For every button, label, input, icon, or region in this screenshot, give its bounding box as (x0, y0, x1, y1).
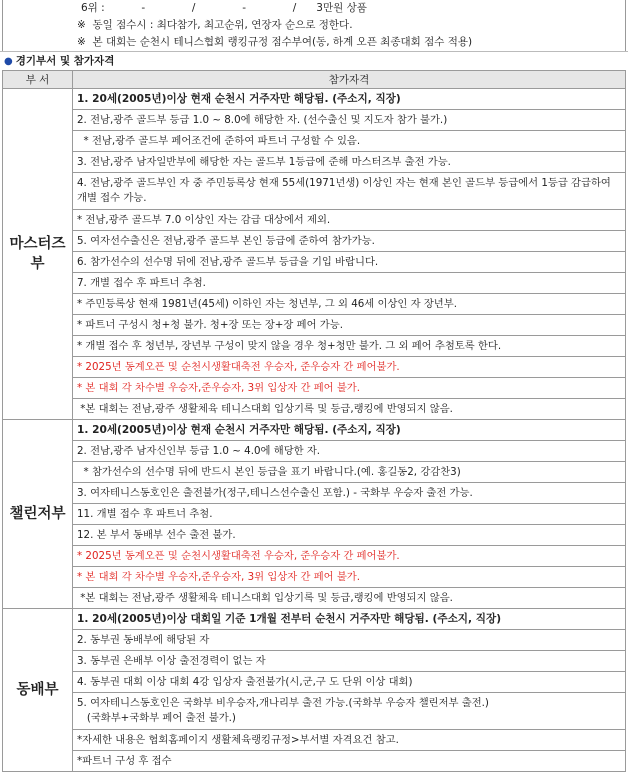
qualification-item: *파트너 구성 후 접수 (73, 751, 626, 772)
qualification-item: * 파트너 구성시 청+청 불가. 청+장 또는 장+장 페어 가능. (73, 315, 626, 336)
qualification-item: *본 대회는 전남,광주 생활체육 테니스대회 입상기록 및 등급,랭킹에 반영되지 않음. (73, 588, 626, 609)
qualification-item: 7. 개별 접수 후 파트너 추첨. (73, 273, 626, 294)
table-row (3, 609, 626, 630)
qualification-item: * 전남,광주 골드부 7.0 이상인 자는 감급 대상에서 제외. (73, 210, 626, 231)
header-division: 부 서 (3, 71, 73, 89)
table-row (3, 504, 626, 525)
table-row (3, 441, 626, 462)
qualification-item: 3. 여자테니스동호인은 출전불가(정구,테니스선수출신 포함.) - 국화부 우승자 출전 가능. (73, 483, 626, 504)
tie-rule-note: ※ 동일 점수시 : 최다참가, 최고순위, 연장자 순으로 정한다. (77, 19, 353, 31)
qualification-item: 6. 참가선수의 선수명 뒤에 전남,광주 골드부 등급을 기입 바랍니다. (73, 252, 626, 273)
qualification-item: *본 대회는 전남,광주 생활체육 테니스대회 입상기록 및 등급,랭킹에 반영되지 않음. (73, 399, 626, 420)
table-row (3, 110, 626, 131)
table-row (3, 89, 626, 110)
table-row (3, 630, 626, 651)
table-row (3, 693, 626, 730)
qualification-item: * 2025년 동계오픈 및 순천시생활대축전 우승자, 준우승자 간 페어불가. (73, 357, 626, 378)
table-row (3, 173, 626, 210)
table-header-row (3, 71, 626, 89)
qualification-item: 5. 여자테니스동호인은 국화부 비우승자,개나리부 출전 가능.(국화부 우승자 챌린저부 출전.) (국화부+국화부 페어 출전 불가.) (73, 693, 626, 730)
prize-notes-box (2, 0, 626, 51)
section-title: 경기부서 및 참가자격 (15, 55, 115, 67)
table-row (3, 357, 626, 378)
ranking-note: ※ 본 대회는 순천시 테니스협회 랭킹규정 점수부여(동, 하계 오픈 최종대회 점수 적용) (77, 36, 473, 48)
table-row (3, 336, 626, 357)
table-row (3, 651, 626, 672)
qualification-item: * 2025년 동계오픈 및 순천시생활대축전 우승자, 준우승자 간 페어불가. (73, 546, 626, 567)
table-row (3, 378, 626, 399)
qualification-item: * 참가선수의 선수명 뒤에 반드시 본인 등급을 표기 바랍니다.(예. 홍길동2, 강감찬3) (73, 462, 626, 483)
qualification-item: * 개별 접수 후 청년부, 장년부 구성이 맞지 않을 경우 청+청만 불가. 그 외 페어 추첨토록 한다. (73, 336, 626, 357)
table-row (3, 152, 626, 173)
qualification-item: 2. 전남,광주 남자신인부 등급 1.0 ~ 4.0에 해당한 자. (73, 441, 626, 462)
table-row (3, 730, 626, 751)
header-qualification: 참가자격 (73, 71, 626, 89)
table-row (3, 131, 626, 152)
division-name-cell: 챌린저부 (3, 420, 73, 609)
qualification-item: 11. 개별 접수 후 파트너 추첨. (73, 504, 626, 525)
prize-line-6th: 6위 : - / - / 3만원 상품 (81, 2, 367, 14)
table-row (3, 751, 626, 772)
section-heading (0, 51, 628, 70)
qualification-item: 4. 동부권 대회 이상 대회 4강 입상자 출전불가(시,군,구 도 단위 이상 대회) (73, 672, 626, 693)
qualification-item: * 주민등록상 현재 1981년(45세) 이하인 자는 청년부, 그 외 46세 이상인 자 장년부. (73, 294, 626, 315)
qualification-item: 2. 전남,광주 골드부 등급 1.0 ~ 8.0에 해당한 자. (선수출신 및 지도자 참가 불가.) (73, 110, 626, 131)
table-row (3, 483, 626, 504)
table-row (3, 315, 626, 336)
table-row (3, 462, 626, 483)
qualification-table (2, 70, 626, 772)
table-row (3, 546, 626, 567)
division-name-cell: 마스터즈 부 (3, 89, 73, 420)
qualification-item: 12. 본 부서 동배부 선수 출전 불가. (73, 525, 626, 546)
qualification-item: 1. 20세(2005년)이상 현재 순천시 거주자만 해당됨. (주소지, 직장) (73, 420, 626, 441)
table-row (3, 525, 626, 546)
table-row (3, 294, 626, 315)
table-row (3, 399, 626, 420)
table-row (3, 231, 626, 252)
qualification-item: * 본 대회 각 차수별 우승자,준우승자, 3위 입상자 간 페어 불가. (73, 567, 626, 588)
qualification-item: 5. 여자선수출신은 전남,광주 골드부 본인 등급에 준하여 참가가능. (73, 231, 626, 252)
table-row (3, 567, 626, 588)
qualification-item: 3. 동부권 은배부 이상 출전경력이 없는 자 (73, 651, 626, 672)
qualification-item: 3. 전남,광주 남자일반부에 해당한 자는 골드부 1등급에 준해 마스터즈부 출전 가능. (73, 152, 626, 173)
table-row (3, 210, 626, 231)
table-row (3, 672, 626, 693)
qualification-item: 1. 20세(2005년)이상 현재 순천시 거주자만 해당됨. (주소지, 직장) (73, 89, 626, 110)
qualification-item: 2. 동부권 동배부에 해당된 자 (73, 630, 626, 651)
qualification-item: * 전남,광주 골드부 페어조건에 준하여 파트너 구성할 수 있음. (73, 131, 626, 152)
table-row (3, 588, 626, 609)
qualification-item: 4. 전남,광주 골드부인 자 중 주민등록상 현재 55세(1971년생) 이상인 자는 현재 본인 골드부 등급에서 1등급 감급하여 개별 접수 가능. (73, 173, 626, 210)
table-row (3, 273, 626, 294)
division-name-cell: 동배부 (3, 609, 73, 772)
table-row (3, 420, 626, 441)
qualification-item: *자세한 내용은 협회홈페이지 생활체육랭킹규정>부서별 자격요건 참고. (73, 730, 626, 751)
table-body (3, 89, 626, 772)
table-row (3, 252, 626, 273)
qualification-item: 1. 20세(2005년)이상 대회일 기준 1개월 전부터 순천시 거주자만 해당됨. (주소지, 직장) (73, 609, 626, 630)
qualification-item: * 본 대회 각 차수별 우승자,준우승자, 3위 입상자 간 페어 불가. (73, 378, 626, 399)
bullet-dot-icon: ● (4, 56, 13, 67)
